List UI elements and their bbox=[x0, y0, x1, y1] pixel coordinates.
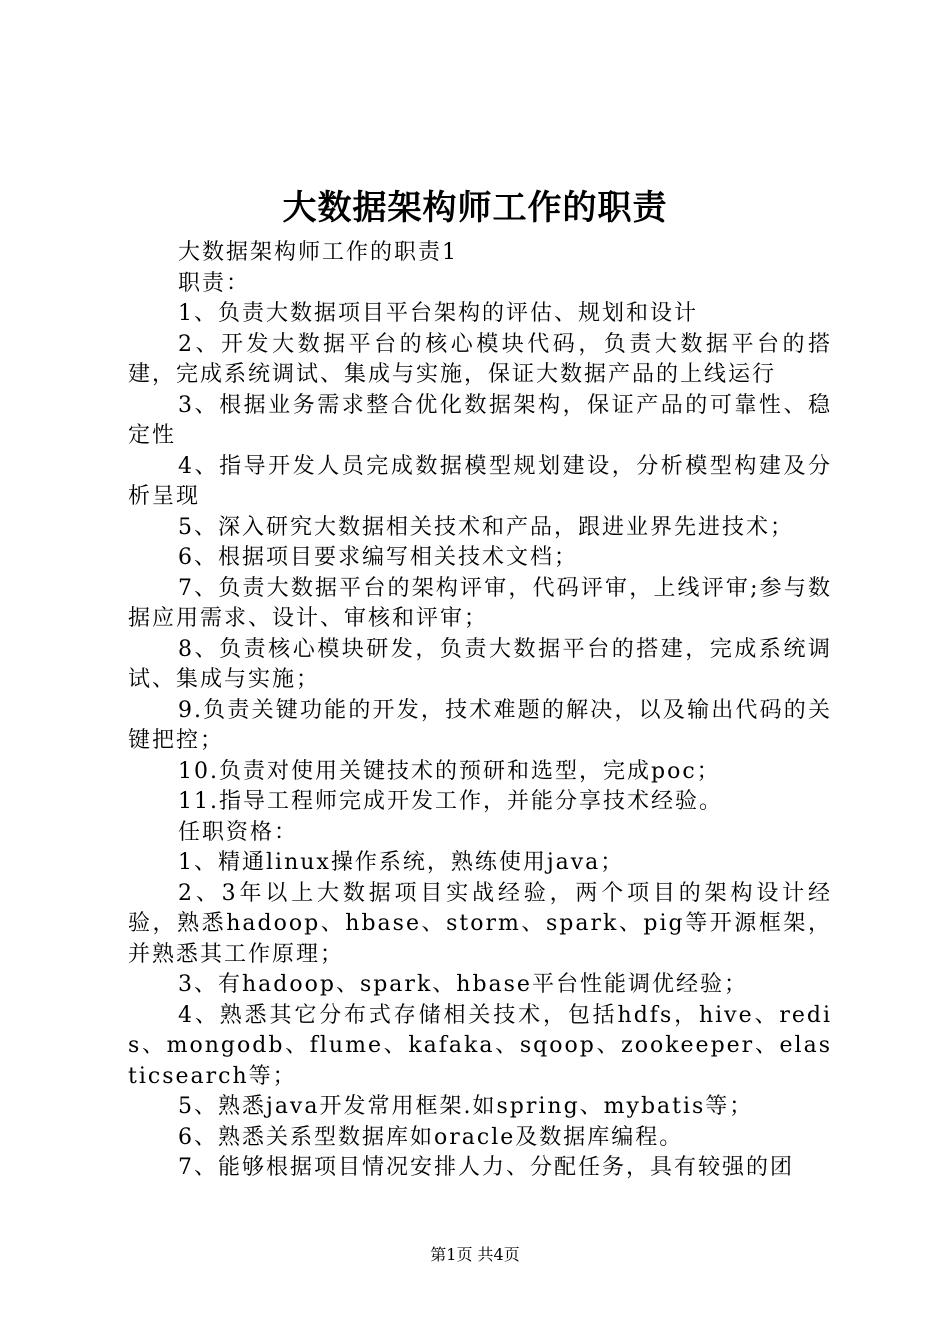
paragraph: 6、熟悉关系型数据库如oracle及数据库编程。 bbox=[178, 1124, 684, 1150]
paragraph: 4、指导开发人员完成数据模型规划建设，分析模型构建及分析呈现 bbox=[128, 453, 832, 509]
paragraph: 5、熟悉java开发常用框架.如spring、mybatis等； bbox=[178, 1094, 754, 1119]
paragraph: 2、开发大数据平台的核心模块代码，负责大数据平台的搭建，完成系统调试、集成与实施，保证大数据产品的上线运行 bbox=[128, 331, 832, 387]
paragraph: 8、负责核心模块研发，负责大数据平台的搭建，完成系统调试、集成与实施； bbox=[128, 636, 832, 692]
paragraph: 7、能够根据项目情况安排人力、分配任务，具有较强的团 bbox=[178, 1155, 794, 1180]
document-title: 大数据架构师工作的职责 bbox=[282, 188, 668, 228]
paragraph: 3、根据业务需求整合优化数据架构，保证产品的可靠性、稳定性 bbox=[128, 392, 832, 448]
paragraph: 1、负责大数据项目平台架构的评估、规划和设计 bbox=[178, 301, 698, 326]
paragraph: 3、有hadoop、spark、hbase平台性能调优经验； bbox=[178, 972, 748, 997]
paragraph: 6、根据项目要求编写相关技术文档； bbox=[178, 545, 578, 570]
paragraph: 1、精通linux操作系统，熟练使用java； bbox=[178, 850, 625, 875]
paragraph: 10.负责对使用关键技术的预研和选型，完成poc； bbox=[178, 758, 721, 784]
document-body bbox=[128, 238, 832, 1184]
paragraph: 7、负责大数据平台的架构评审，代码评审，上线评审;参与数据应用需求、设计、审核和评审； bbox=[128, 575, 832, 631]
page-footer: 第1页 共4页 bbox=[430, 1245, 520, 1264]
paragraph: 2、3年以上大数据项目实战经验，两个项目的架构设计经验，熟悉hadoop、hbase、storm、spark、pig等开源框架，并熟悉其工作原理； bbox=[128, 880, 832, 967]
paragraph: 大数据架构师工作的职责1 bbox=[178, 240, 458, 265]
paragraph: 11.指导工程师完成开发工作，并能分享技术经验。 bbox=[178, 789, 723, 814]
paragraph: 5、深入研究大数据相关技术和产品，跟进业界先进技术； bbox=[178, 514, 794, 540]
paragraph: 任职资格： bbox=[178, 819, 299, 845]
paragraph: 9.负责关键功能的开发，技术难题的解决，以及输出代码的关键把控； bbox=[128, 697, 832, 753]
paragraph: 4、熟悉其它分布式存储相关技术，包括hdfs，hive、redis、mongodb、flume、kafaka、sqoop、zookeeper、elasticsearch等； bbox=[128, 1002, 832, 1089]
paragraph: 职责： bbox=[178, 270, 251, 296]
